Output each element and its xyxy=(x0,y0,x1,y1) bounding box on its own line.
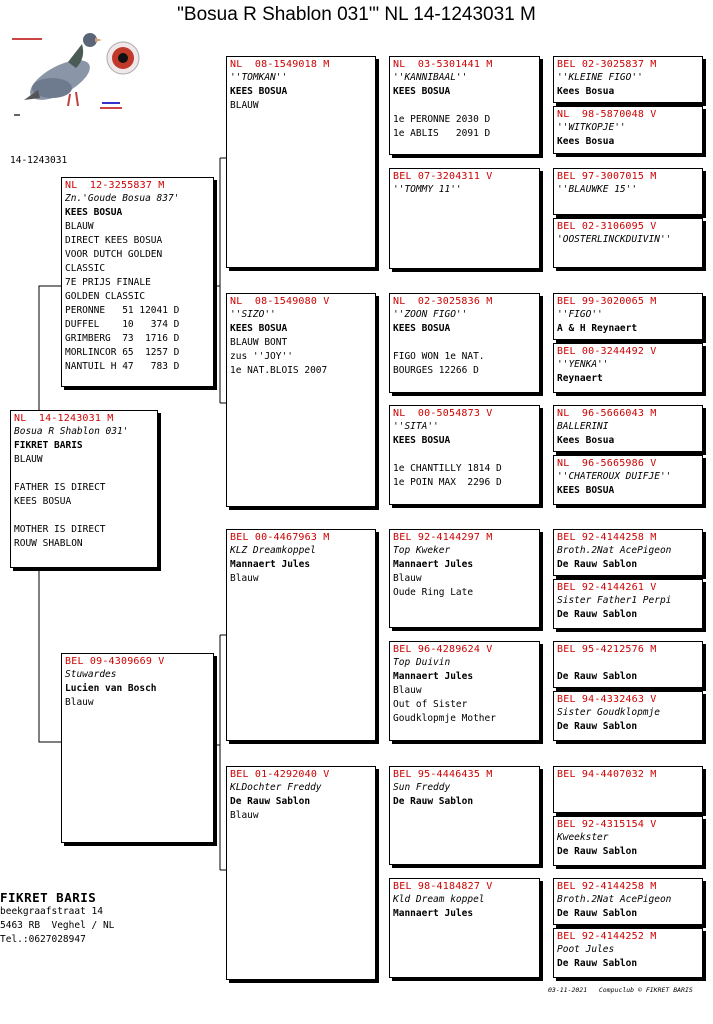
pigeon-card-g10 xyxy=(553,579,703,629)
pigeon-note: Blauw xyxy=(65,697,94,708)
pigeon-card-fmf xyxy=(389,293,540,393)
pigeon-name: Sister Goudklopmje xyxy=(557,707,660,718)
pigeon-note: zus ''JOY'' xyxy=(230,351,293,362)
pigeon-card-g12 xyxy=(553,691,703,741)
pigeon-name: ''SITA'' xyxy=(393,421,439,432)
ring-number: BEL 94-4332463 V xyxy=(557,694,657,705)
ring-number: BEL 99-3020065 M xyxy=(557,296,657,307)
owner-name: Kees Bosua xyxy=(557,435,615,446)
owner-name: De Rauw Sablon xyxy=(557,846,638,857)
pigeon-name: BALLERINI xyxy=(557,421,609,432)
pigeon-note: FIGO WON 1e NAT. xyxy=(393,351,485,362)
owner-name: De Rauw Sablon xyxy=(557,559,638,570)
pigeon-note: MORLINCOR 65 1257 D xyxy=(65,347,180,358)
pigeon-card-g9 xyxy=(553,529,703,576)
pigeon-note: Blauw xyxy=(230,573,259,584)
pigeon-note: FATHER IS DIRECT xyxy=(14,482,106,493)
pigeon-note: 1e ABLIS 2091 D xyxy=(393,128,491,139)
pigeon-note: BLAUW xyxy=(230,100,259,111)
owner-name: Mannaert Jules xyxy=(393,559,474,570)
pigeon-name: Broth.2Nat AcePigeon xyxy=(557,894,672,905)
pigeon-card-g11 xyxy=(553,641,703,688)
pigeon-note: ROUW SHABLON xyxy=(14,538,83,549)
ring-number: NL 00-5054873 V xyxy=(393,408,493,419)
ring-number: BEL 92-4144258 M xyxy=(557,532,657,543)
pigeon-note: PERONNE 51 12041 D xyxy=(65,305,180,316)
breeder-city: 5463 RB Veghel / NL xyxy=(0,920,115,931)
pigeon-name: Sun Freddy xyxy=(393,782,451,793)
pigeon-card-g8 xyxy=(553,455,703,505)
ring-number: BEL 01-4292040 V xyxy=(230,769,330,780)
pigeon-note: Out of Sister xyxy=(393,699,468,710)
pigeon-note: 1e CHANTILLY 1814 D xyxy=(393,463,502,474)
pedigree-title: "Bosua R Shablon 031'" NL 14-1243031 M xyxy=(177,4,536,25)
pigeon-name: 'OOSTERLINCKDUIVIN'' xyxy=(557,234,672,245)
pigeon-name: Kweekster xyxy=(557,832,609,843)
top-ring-number: 14-1243031 xyxy=(10,155,68,166)
pigeon-name: ''WITKOPJE'' xyxy=(557,122,626,133)
breeder-phone: Tel.:0627028947 xyxy=(0,934,86,945)
pigeon-card-g4 xyxy=(553,218,703,268)
ring-number: NL 14-1243031 M xyxy=(14,413,114,424)
pigeon-name: Bosua R Shablon 031' xyxy=(14,426,129,437)
pigeon-name: Broth.2Nat AcePigeon xyxy=(557,545,672,556)
pigeon-name: Sister Father1 Perpi xyxy=(557,595,672,606)
pigeon-note xyxy=(14,467,154,481)
pigeon-name: Top Kweker xyxy=(393,545,451,556)
pigeon-note: CLASSIC xyxy=(65,263,106,274)
owner-name: Mannaert Jules xyxy=(393,908,474,919)
pigeon-note: Blauw xyxy=(393,573,422,584)
ring-number: BEL 98-4184827 V xyxy=(393,881,493,892)
pigeon-name: ''FIGO'' xyxy=(557,309,603,320)
pigeon-name: Top Duivin xyxy=(393,657,451,668)
ring-number: NL 08-1549018 M xyxy=(230,59,330,70)
owner-name: Mannaert Jules xyxy=(393,671,474,682)
pigeon-card-g3 xyxy=(553,168,703,215)
pigeon-note: BLAUW xyxy=(14,454,43,465)
pigeon-card-ff xyxy=(226,56,376,268)
pigeon-note: Goudklopmje Mother xyxy=(393,713,496,724)
pigeon-note: 7E PRIJS FINALE xyxy=(65,277,151,288)
ring-number: BEL 00-3244492 V xyxy=(557,346,657,357)
pigeon-card-g1 xyxy=(553,56,703,103)
pigeon-note xyxy=(557,656,699,670)
ring-number: BEL 02-3106095 V xyxy=(557,221,657,232)
ring-number: NL 03-5301441 M xyxy=(393,59,493,70)
owner-name: Reynaert xyxy=(557,373,603,384)
pigeon-name: KLZ Dreamkoppel xyxy=(230,545,316,556)
pigeon-name: Zn.'Goude Bosua 837' xyxy=(65,193,180,204)
pigeon-card-f xyxy=(61,177,214,387)
pigeon-name: ''SIZO'' xyxy=(230,309,276,320)
ring-number: BEL 92-4144297 M xyxy=(393,532,493,543)
pigeon-note: DUFFEL 10 374 D xyxy=(65,319,180,330)
pigeon-name: ''TOMMY 11'' xyxy=(393,184,462,195)
pigeon-card-ffm xyxy=(389,168,540,269)
pigeon-note: 1e POIN MAX 2296 D xyxy=(393,477,502,488)
owner-name: FIKRET BARIS xyxy=(14,440,83,451)
ring-number: BEL 96-4289624 V xyxy=(393,644,493,655)
owner-name: KEES BOSUA xyxy=(557,485,615,496)
ring-number: BEL 92-4144261 V xyxy=(557,582,657,593)
ring-number: NL 96-5665986 V xyxy=(557,458,657,469)
pigeon-card-fff xyxy=(389,56,540,155)
pigeon-card-g15 xyxy=(553,878,703,925)
pigeon-card-fmm xyxy=(389,405,540,505)
owner-name: KEES BOSUA xyxy=(393,435,451,446)
pigeon-name: Kld Dream koppel xyxy=(393,894,485,905)
ring-number: BEL 02-3025837 M xyxy=(557,59,657,70)
pigeon-note: 1e PERONNE 2030 D xyxy=(393,114,491,125)
owner-name: Mannaert Jules xyxy=(230,559,311,570)
pigeon-card-g5 xyxy=(553,293,703,340)
pigeon-note: MOTHER IS DIRECT xyxy=(14,524,106,535)
owner-name: Kees Bosua xyxy=(557,136,615,147)
pigeon-note: NANTUIL H 47 783 D xyxy=(65,361,180,372)
pigeon-name: KLDochter Freddy xyxy=(230,782,322,793)
pigeon-card-main xyxy=(10,410,158,568)
owner-name: KEES BOSUA xyxy=(393,323,451,334)
ring-number: NL 98-5870048 V xyxy=(557,109,657,120)
owner-name: KEES BOSUA xyxy=(230,323,288,334)
pigeon-name: ''YENKA'' xyxy=(557,359,609,370)
owner-name: A & H Reynaert xyxy=(557,323,638,334)
pigeon-note: BOURGES 12266 D xyxy=(393,365,479,376)
pigeon-name: ''TOMKAN'' xyxy=(230,72,288,83)
owner-name: De Rauw Sablon xyxy=(557,721,638,732)
pigeon-note xyxy=(393,448,536,462)
pigeon-card-fm xyxy=(226,293,376,507)
ring-number: BEL 09-4309669 V xyxy=(65,656,165,667)
ring-number: BEL 07-3204311 V xyxy=(393,171,493,182)
ring-number: BEL 97-3007015 M xyxy=(557,171,657,182)
pigeon-note: Blauw xyxy=(230,810,259,821)
pigeon-card-mm xyxy=(226,766,376,980)
owner-name: De Rauw Sablon xyxy=(557,958,638,969)
pigeon-name: ''BLAUWKE 15'' xyxy=(557,184,638,195)
pigeon-note: BLAUW xyxy=(65,221,94,232)
pigeon-name: Poot Jules xyxy=(557,944,615,955)
owner-name: KEES BOSUA xyxy=(393,86,451,97)
pigeon-card-mff xyxy=(389,529,540,628)
owner-name: KEES BOSUA xyxy=(230,86,288,97)
pigeon-name: ''CHATEROUX DUIFJE'' xyxy=(557,471,672,482)
pigeon-note: KEES BOSUA xyxy=(14,496,72,507)
pigeon-card-mmm xyxy=(389,878,540,978)
footer-credit: 03-11-2021 Compuclub © FIKRET BARIS xyxy=(548,986,693,994)
ring-number: NL 02-3025836 M xyxy=(393,296,493,307)
pigeon-card-g13 xyxy=(553,766,703,813)
pigeon-note: Blauw xyxy=(393,685,422,696)
pigeon-card-g16 xyxy=(553,928,703,978)
ring-number: BEL 92-4144252 M xyxy=(557,931,657,942)
owner-name: De Rauw Sablon xyxy=(557,609,638,620)
pigeon-note: GOLDEN CLASSIC xyxy=(65,291,146,302)
ring-number: NL 96-5666043 M xyxy=(557,408,657,419)
ring-number: BEL 95-4446435 M xyxy=(393,769,493,780)
owner-name: De Rauw Sablon xyxy=(557,671,638,682)
breeder-street: beekgraafstraat 14 xyxy=(0,906,103,917)
pigeon-card-g7 xyxy=(553,405,703,452)
pigeon-note: GRIMBERG 73 1716 D xyxy=(65,333,180,344)
owner-name: De Rauw Sablon xyxy=(557,908,638,919)
owner-name: De Rauw Sablon xyxy=(393,796,474,807)
ring-number: BEL 00-4467963 M xyxy=(230,532,330,543)
breeder-name: FIKRET BARIS xyxy=(0,890,97,905)
breeder-info xyxy=(0,890,114,947)
ring-number: NL 08-1549080 V xyxy=(230,296,330,307)
ring-number: BEL 94-4407032 M xyxy=(557,769,657,780)
owner-name: KEES BOSUA xyxy=(65,207,123,218)
owner-name: Kees Bosua xyxy=(557,86,615,97)
pigeon-note: BLAUW BONT xyxy=(230,337,288,348)
pigeon-note: 1e NAT.BLOIS 2007 xyxy=(230,365,328,376)
ring-number: BEL 95-4212576 M xyxy=(557,644,657,655)
pigeon-card-g14 xyxy=(553,816,703,866)
pigeon-note xyxy=(14,509,154,523)
pigeon-note xyxy=(393,99,536,113)
owner-name: Lucien van Bosch xyxy=(65,683,157,694)
pigeon-card-mf xyxy=(226,529,376,741)
pigeon-note: VOOR DUTCH GOLDEN xyxy=(65,249,163,260)
pigeon-note: Oude Ring Late xyxy=(393,587,474,598)
pigeon-name: Stuwardes xyxy=(65,669,117,680)
pigeon-name: ''KLEINE FIGO'' xyxy=(557,72,643,83)
pigeon-name: ''ZOON FIGO'' xyxy=(393,309,468,320)
ring-number: BEL 92-4144258 M xyxy=(557,881,657,892)
ring-number: BEL 92-4315154 V xyxy=(557,819,657,830)
connector-line xyxy=(39,286,61,410)
pigeon-card-g2 xyxy=(553,106,703,154)
pigeon-card-m xyxy=(61,653,214,843)
pigeon-card-mfm xyxy=(389,641,540,741)
ring-number: NL 12-3255837 M xyxy=(65,180,165,191)
owner-name: De Rauw Sablon xyxy=(230,796,311,807)
pigeon-note xyxy=(393,336,536,350)
pigeon-card-mmf xyxy=(389,766,540,865)
pigeon-card-g6 xyxy=(553,343,703,393)
pigeon-name: ''KANNIBAAL'' xyxy=(393,72,468,83)
pigeon-note: DIRECT KEES BOSUA xyxy=(65,235,163,246)
connector-line xyxy=(39,568,61,742)
